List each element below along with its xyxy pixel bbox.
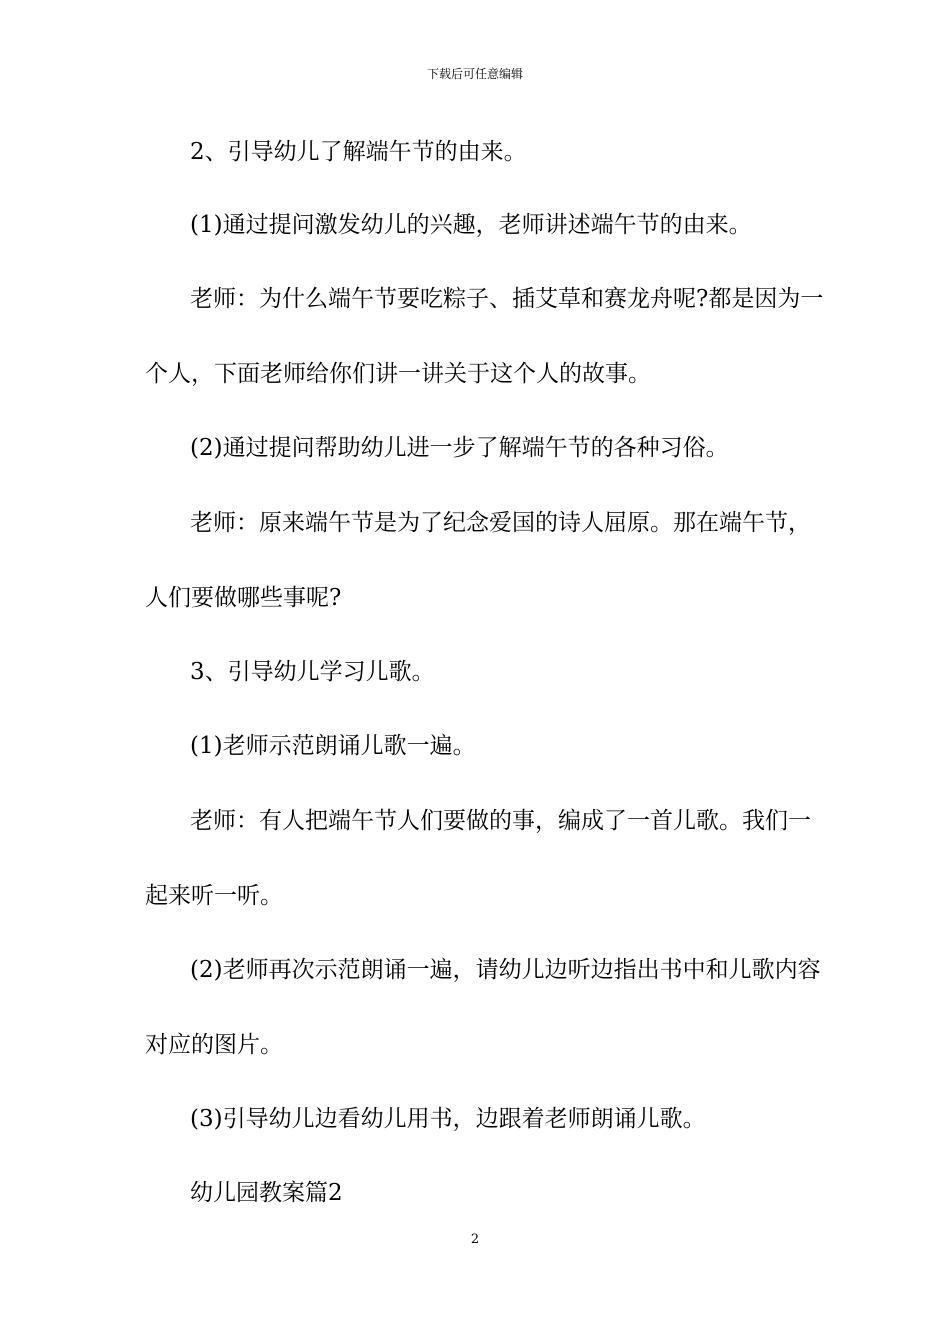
text-line-9: (1)老师示范朗诵儿歌一遍。	[190, 733, 476, 759]
text-line-4: 个人，下面老师给你们讲一讲关于这个人的故事。	[145, 361, 651, 387]
text-line-3: 老师：为什么端午节要吃粽子、插艾草和赛龙舟呢?都是因为一	[190, 286, 824, 312]
text-line-2: (1)通过提问激发幼儿的兴趣，老师讲述端午节的由来。	[190, 212, 752, 238]
text-line-10: 老师：有人把端午节人们要做的事，编成了一首儿歌。我们一	[190, 808, 811, 834]
page-number: 2	[470, 1232, 480, 1247]
page-header: 下载后可任意编辑	[426, 67, 523, 81]
text-line-12: (2)老师再次示范朗诵一遍，请幼儿边听边指出书中和儿歌内容	[190, 957, 821, 983]
text-line-1: 2、引导幼儿了解端午节的由来。	[190, 139, 527, 165]
text-line-7: 人们要做哪些事呢?	[145, 585, 342, 611]
text-line-13: 对应的图片。	[145, 1032, 283, 1058]
text-line-8: 3、引导幼儿学习儿歌。	[190, 659, 435, 685]
section-heading: 幼儿园教案篇2	[190, 1180, 343, 1206]
text-line-6: 老师：原来端午节是为了纪念爱国的诗人屈原。那在端午节，	[190, 510, 811, 536]
text-line-14: (3)引导幼儿边看幼儿用书，边跟着老师朗诵儿歌。	[190, 1106, 706, 1132]
text-line-5: (2)通过提问帮助幼儿进一步了解端午节的各种习俗。	[190, 435, 729, 461]
text-line-11: 起来听一听。	[145, 883, 283, 909]
